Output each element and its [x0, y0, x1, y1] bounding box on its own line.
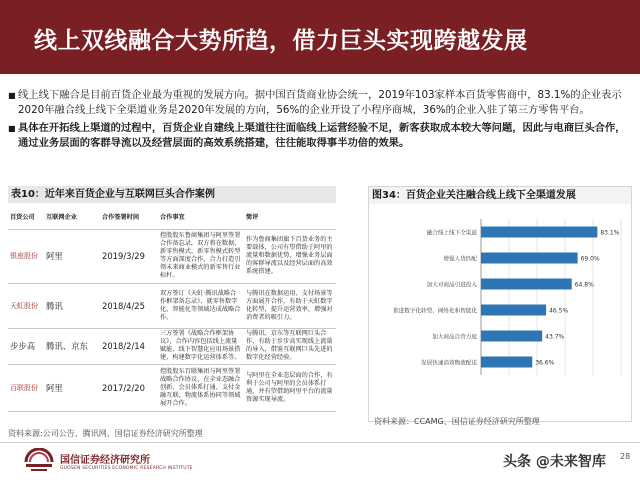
brand-block — [60, 451, 193, 471]
footer-divider — [0, 442, 640, 443]
bar — [481, 305, 546, 316]
value-label: 64.8% — [574, 281, 594, 289]
column-header: 百货公司 — [8, 204, 44, 229]
page-title: 线上双线融合大势所趋，借力巨头实现跨越发展 — [34, 28, 528, 54]
brand-name-cn: 国信证券经济研究所 — [60, 455, 150, 466]
bar — [481, 331, 542, 342]
table-row — [8, 364, 336, 411]
table-header-row — [8, 204, 336, 229]
column-header: 简评 — [244, 204, 336, 229]
company-cell: 银座股份 — [8, 229, 44, 283]
matter-cell: 控股股东鲁商集团与阿里签署合作备忘录，双方将在数据、新零售模式、新零售模式转型等方面深度合作，合力打造引领未来商业模式的新零售行业标杆。 — [158, 229, 244, 283]
brand-name-en: GUOSEN SECURITIES ECONOMIC RESEARCH INSTITUTE — [60, 466, 193, 471]
value-label: 46.5% — [549, 307, 569, 315]
company-cell: 天虹股份 — [8, 283, 44, 328]
guosen-logo-icon — [22, 448, 56, 474]
bar — [481, 357, 532, 368]
date-cell: 2017/2/20 — [100, 364, 158, 411]
bar — [481, 253, 578, 264]
bar-chart — [369, 207, 631, 397]
bullet-item — [8, 88, 634, 118]
date-cell: 2018/4/25 — [100, 283, 158, 328]
partner-cell: 阿里 — [44, 229, 100, 283]
category-label: 加大对商品引进投入 — [426, 282, 477, 289]
category-label: 推进数字化转型、网络化和智能化 — [393, 308, 477, 315]
cooperation-table-panel — [8, 186, 336, 422]
partner-cell: 腾讯 — [44, 283, 100, 328]
comment-cell: 作为鲁商集团旗下百货业务的主要载体，公司有望借助于阿里的流量和数据优势，增强业务层面的客群导流以及经营层面的高效系统搭建。 — [244, 229, 336, 283]
company-cell: 步步高 — [8, 328, 44, 364]
value-label: 43.7% — [545, 333, 565, 341]
title-banner — [0, 0, 640, 74]
matter-cell: 双方签订《天虹·腾讯战略合作框架备忘录》，就零售数字化、智能化等领域达成战略合作。 — [158, 283, 244, 328]
bar — [481, 227, 597, 238]
category-label: 融合线上线下全渠道 — [426, 230, 477, 237]
chart-title: 图34：百货企业关注融合线上线下全渠道发展 — [369, 187, 631, 204]
comment-cell: 与腾讯在数据运用、支付场景等方面展开合作，有助于天虹数字化转型，提升运营效率，增强对消费者的吸引力。 — [244, 283, 336, 328]
comment-cell: 与腾讯、京东等互联网巨头合作，有助于步步高实现线上流量的导入，借鉴互联网巨头先进的数字化经营经验。 — [244, 328, 336, 364]
date-cell: 2019/3/29 — [100, 229, 158, 283]
value-label: 36.6% — [535, 359, 555, 367]
partner-cell: 阿里 — [44, 364, 100, 411]
comment-cell: 与阿里在全业态层面的合作，有利于公司与阿里的会员体系打通，并有望借助阿里平台的流量资源实现导流。 — [244, 364, 336, 411]
partner-cell: 腾讯、京东 — [44, 328, 100, 364]
bullet-text: 线上线下融合是目前百货企业最为重视的发展方向。据中国百货商业协会统一，2019年103家样本百货零售商中，83.1%的企业表示2020年融合线上线下全渠道业务是2020年发展的方向，56%的企业开设了小程序商城，36%的企业入驻了第三方零售平台。 — [18, 89, 622, 116]
table-title: 表10：近年来百货企业与互联网巨头合作案例 — [8, 186, 336, 203]
matter-cell: 三方签署《战略合作框架协议》，合作内容包括线上流量赋能、线下智慧化应用场景搭建、构建数字化运营体系等。 — [158, 328, 244, 364]
page-number: 28 — [620, 452, 631, 461]
chart-source-note: 资料来源：CCAMG、国信证券经济研究所整理 — [374, 417, 540, 426]
category-label: 加大商品自营力度 — [432, 334, 477, 341]
category-label: 发展快速高效物流配送 — [421, 360, 477, 367]
column-header: 互联网企业 — [44, 204, 100, 229]
bullet-item — [8, 121, 634, 151]
company-cell: 百联股份 — [8, 364, 44, 411]
category-label: 增强人货匹配 — [443, 256, 477, 263]
date-cell: 2018/2/14 — [100, 328, 158, 364]
table-row — [8, 229, 336, 283]
bar — [481, 279, 572, 290]
cooperation-table — [8, 204, 336, 412]
table-row — [8, 283, 336, 328]
matter-cell: 控股股东百联集团与阿里签署战略合作协议，在全业态融合创新、会员体系打通、支付金融互联、物流体系协同等领域展开合作。 — [158, 364, 244, 411]
column-header: 合作事宜 — [158, 204, 244, 229]
watermark: 头条 @未来智库 — [503, 454, 606, 470]
bullet-text: 具体在开拓线上渠道的过程中，百货企业自建线上渠道往往面临线上运营经验不足，新客获取成本较大等问题，因此与电商巨头合作，通过业务层面的客群导流以及经营层面的高效系统搭建，往往能取得事半功倍的效果。 — [18, 122, 626, 149]
table-source-note: 资料来源:公司公告、腾讯网、国信证券经济研究所整理 — [8, 429, 203, 438]
chart-panel — [368, 186, 632, 422]
square-bullet-icon: ■ — [8, 124, 16, 133]
value-label: 69.0% — [580, 255, 600, 263]
column-header: 合作签署时间 — [100, 204, 158, 229]
square-bullet-icon: ■ — [8, 91, 16, 100]
bullet-list — [8, 88, 634, 154]
value-label: 83.1% — [600, 229, 620, 237]
table-row — [8, 328, 336, 364]
